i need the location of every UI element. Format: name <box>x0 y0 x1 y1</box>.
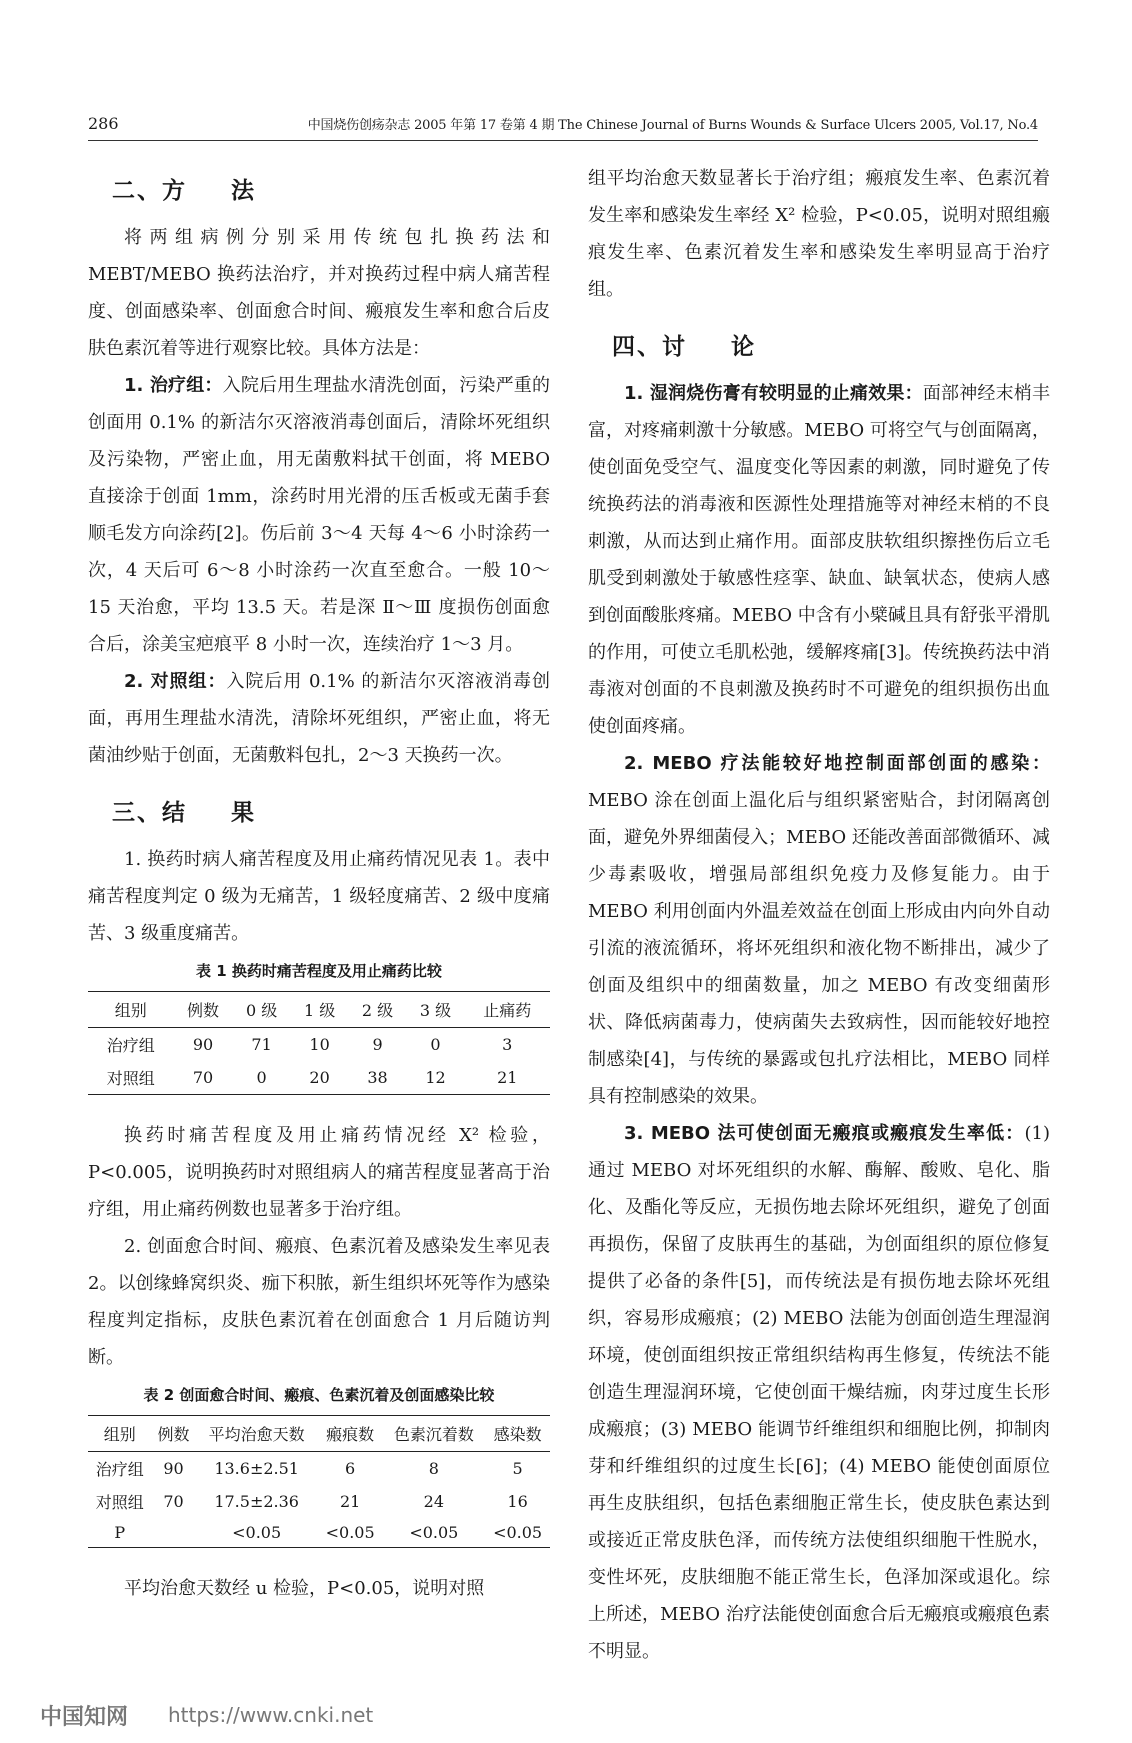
table-header-cell: 感染数 <box>485 1416 550 1452</box>
table-header-cell: 色素沉着数 <box>383 1416 486 1452</box>
table-cell: 治疗组 <box>95 1460 144 1479</box>
discussion-3-text: (1) 通过 MEBO 对坏死组织的水解、酶解、酸败、皂化、脂化、及酯化等反应，无损伤地去除坏死组织，避免了创面再损伤，保留了皮肤再生的基础，为创面组织的原位修复提供了必备的条件[5]，而传统法是有损伤地去除坏死组织，容易形成瘢痕；(2) MEBO 法能为创面创造生理湿润环境，使创面组织按正常组织结构再生修复，传统法不能创造生理湿润环境，它使创面干燥结痂，肉芽过度生长形成瘢痕；(3) MEBO 能调节纤维组织和细胞比例，抑制肉芽和纤维组织的过度生长[6]；(4) MEBO 能使创面原位再生皮肤组织，包括色素细胞正常生长，使皮肤色素达到或接近正常皮肤色泽，而传统方法使组织细胞干性脱水，变性坏死，皮肤细胞不能正常生长，色泽加深或退化。综上所述，MEBO 治疗法能使创面愈合后无瘢痕或瘢痕色素不明显。 <box>588 1123 1050 1662</box>
right-column <box>588 160 1050 1670</box>
cnki-logo: 中国知网 <box>40 1705 129 1730</box>
discussion-1-text: 面部神经末梢丰富，对疼痛刺激十分敏感。MEBO 可将空气与创面隔离，使创面免受空气、温度变化等因素的刺激，同时避免了传统换药法的消毒液和医源性处理措施等对神经末梢的不良刺激，从而达到止痛作用。面部皮肤软组织擦挫伤后立毛肌受到刺激处于敏感性痉挛、缺血、缺氧状态，使病人感到创面酸胀疼痛。MEBO 中含有小檗碱且具有舒张平滑肌的作用，可使立毛肌松弛，缓解疼痛[3]。传统换药法中消毒液对创面的不良刺激及换药时不可避免的组织损伤出血使创面疼痛。 <box>588 383 1051 737</box>
table-cell: 17.5±2.36 <box>214 1492 299 1511</box>
results-paragraph-3: 2. 创面愈合时间、瘢痕、色素沉着及感染发生率见表 2。以创缘蜂窝织炎、痂下积脓，新生组织坏死等作为感染程度判定指标，皮肤色素沉着在创面愈合 1 月后随访判断。 <box>88 1236 550 1368</box>
table-cell: 6 <box>345 1459 356 1478</box>
table-cell: 21 <box>339 1492 361 1511</box>
discussion-paragraph-3 <box>588 1115 1050 1670</box>
table-header-cell: 平均治愈天数 <box>196 1416 318 1452</box>
table-header-cell: 2 级 <box>349 992 407 1028</box>
table-cell: 21 <box>465 1061 551 1095</box>
discussion-1-lead: 1. 湿润烧伤膏有较明显的止痛效果： <box>624 383 923 404</box>
table-cell: 70 <box>173 1061 232 1095</box>
table-cell: 16 <box>507 1492 528 1511</box>
discussion-2-lead: 2. MEBO 疗法能较好地控制面部创面的感染： <box>624 753 1050 774</box>
table-header-cell: 例数 <box>173 992 232 1028</box>
table-header-cell: 1 级 <box>291 992 349 1028</box>
table-cell: 5 <box>512 1459 523 1478</box>
control-group-text: 入院后用 0.1% 的新洁尔灭溶液消毒创面，再用生理盐水清洗，清除坏死组织，严密止血，将无菌油纱贴于创面，无菌敷料包扎，2～3 天换药一次。 <box>88 671 550 766</box>
table-cell: 71 <box>251 1035 272 1054</box>
treatment-group-paragraph <box>88 367 550 663</box>
table-cell: 10 <box>309 1035 330 1054</box>
table-row <box>88 1452 550 1486</box>
control-group-paragraph <box>88 663 550 774</box>
table-header-cell: 0 级 <box>233 992 291 1028</box>
table-cell: <0.05 <box>485 1518 550 1548</box>
table-row <box>88 1028 550 1062</box>
table-cell: 12 <box>407 1061 465 1095</box>
table-cell: 对照组 <box>88 1061 173 1095</box>
treatment-group-text: 入院后用生理盐水清洗创面，污染严重的创面用 0.1% 的新洁尔灭溶液消毒创面后，清除坏死组织及污染物，严密止血，用无菌敷料拭干创面，将 MEBO 直接涂于创面 1mm，涂药时用光滑的压舌板或无菌手套顺毛发方向涂药[2]。伤后前 3～4 天每 4～6 小时涂药一次，4 天后可 6～8 小时涂药一次直至愈合。一般 10～15 天治愈，平均 13.5 天。若是深 Ⅱ～Ⅲ 度损伤创面愈合后，涂美宝疤痕平 8 小时一次，连续治疗 1～3 月。 <box>88 375 550 655</box>
journal-citation: 中国烧伤创疡杂志 2005 年第 17 卷第 4 期 The Chinese Journal of Burns Wounds & Surface Ulcers 2005, Vol.17, No.4 <box>307 118 1038 133</box>
table-cell: 9 <box>372 1035 383 1054</box>
table-cell: 24 <box>423 1492 445 1511</box>
section-discussion-title: 四、讨 论 <box>612 334 757 360</box>
table2-caption: 表 2 创面愈合时间、瘢痕、色素沉着及创面感染比较 <box>143 1386 495 1404</box>
table-cell: <0.05 <box>196 1518 318 1548</box>
table1-caption: 表 1 换药时痛苦程度及用止痛药比较 <box>196 962 442 980</box>
discussion-paragraph-2 <box>588 745 1050 1115</box>
section-methods-title: 二、方 法 <box>112 178 257 204</box>
discussion-3-lead: 3. MEBO 法可使创面无瘢痕或瘢痕发生率低： <box>624 1123 1025 1144</box>
table-cell: 0 <box>233 1061 291 1095</box>
table-row <box>88 1518 550 1548</box>
table1 <box>88 991 550 1095</box>
table-header-cell: 组别 <box>88 992 173 1028</box>
discussion-2-text: MEBO 涂在创面上温化后与组织紧密贴合，封闭隔离创面，避免外界细菌侵入；MEBO 还能改善面部微循环、减少毒素吸收，增强局部组织免疫力及修复能力。由于 MEBO 利用创面内外温差效益在创面上形成由内向外自动引流的液流循环，将坏死组织和液化物不断排出，减少了创面及组织中的细菌数量，加之 MEBO 有改变细菌形状、降低病菌毒力，使病菌失去致病性，因而能较好地控制感染[4]，与传统的暴露或包扎疗法相比，MEBO 同样具有控制感染的效果。 <box>588 790 1050 1107</box>
table-row <box>88 1061 550 1095</box>
table-row <box>88 1485 550 1518</box>
table-header-cell: 瘢痕数 <box>318 1416 383 1452</box>
table-cell: 90 <box>192 1035 214 1054</box>
table-cell: <0.05 <box>383 1518 486 1548</box>
table-cell: 70 <box>163 1492 184 1511</box>
table2 <box>88 1415 550 1548</box>
table-cell: 3 <box>502 1035 513 1054</box>
table-cell: 治疗组 <box>106 1036 155 1055</box>
table-header-cell: 例数 <box>152 1416 196 1452</box>
table-header-cell: 组别 <box>88 1416 152 1452</box>
table-cell: 38 <box>349 1061 407 1095</box>
results-paragraph-4: 平均治愈天数经 u 检验，P<0.05，说明对照 <box>124 1578 485 1599</box>
table-cell <box>152 1518 196 1548</box>
table-cell: 13.6±2.51 <box>214 1459 299 1478</box>
table-cell: P <box>88 1518 152 1548</box>
table-cell: 20 <box>291 1061 349 1095</box>
table-header-cell: 3 级 <box>407 992 465 1028</box>
table-cell: <0.05 <box>318 1518 383 1548</box>
table-header-cell: 止痛药 <box>465 992 551 1028</box>
cnki-url[interactable]: https://www.cnki.net <box>168 1703 374 1727</box>
table-cell: 对照组 <box>95 1493 144 1512</box>
table-cell: 90 <box>163 1459 184 1478</box>
table-cell: 8 <box>428 1459 439 1478</box>
discussion-paragraph-1 <box>588 375 1050 745</box>
treatment-group-lead: 1. 治疗组： <box>124 375 223 396</box>
page-number: 286 <box>88 114 119 133</box>
results-paragraph-1: 1. 换药时病人痛苦程度及用止痛药情况见表 1。表中痛苦程度判定 0 级为无痛苦，1 级轻度痛苦、2 级中度痛苦、3 级重度痛苦。 <box>88 849 550 944</box>
section-results-title: 三、结 果 <box>112 800 257 826</box>
left-column <box>88 152 550 1607</box>
running-header <box>88 112 1038 141</box>
results-continuation: 组平均治愈天数显著长于治疗组；瘢痕发生率、色素沉着发生率和感染发生率经 X² 检验，P<0.05，说明对照组瘢痕发生率、色素沉着发生率和感染发生率明显高于治疗组。 <box>588 168 1050 300</box>
table-cell: 0 <box>430 1035 441 1054</box>
control-group-lead: 2. 对照组： <box>124 671 227 692</box>
methods-intro: 将两组病例分别采用传统包扎换药法和 MEBT/MEBO 换药法治疗，并对换药过程中病人痛苦程度、创面感染率、创面愈合时间、瘢痕发生率和愈合后皮肤色素沉着等进行观察比较。具体方法是： <box>88 227 550 359</box>
results-paragraph-2: 换药时痛苦程度及用止痛药情况经 X² 检验，P<0.005，说明换药时对照组病人的痛苦程度显著高于治疗组，用止痛药例数也显著多于治疗组。 <box>88 1125 550 1220</box>
